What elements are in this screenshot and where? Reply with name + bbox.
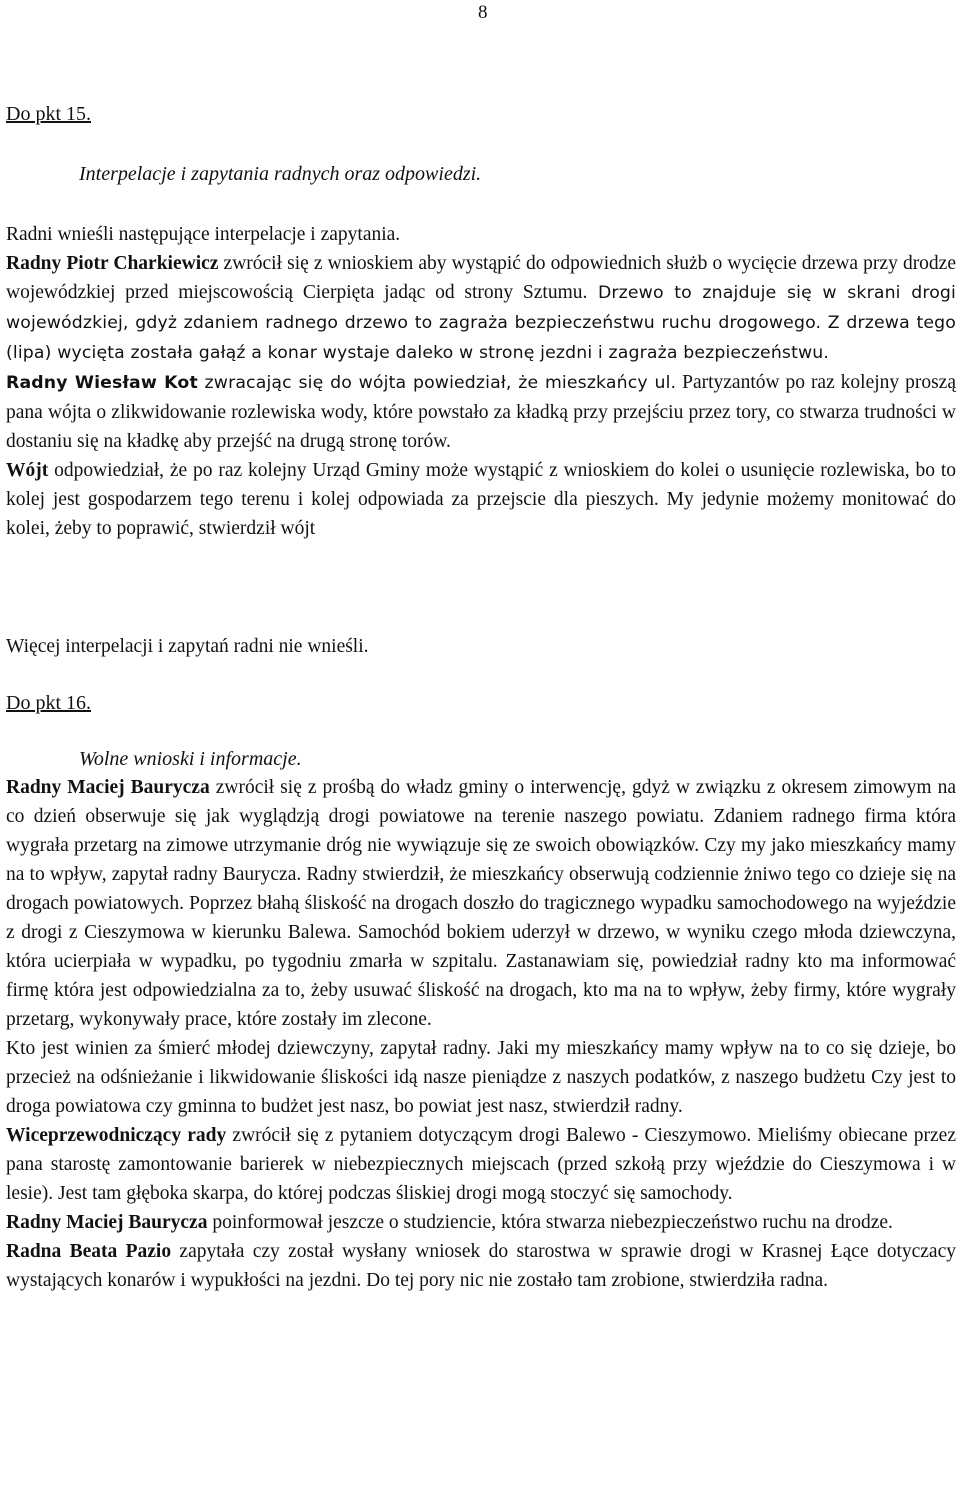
reply-wojt <box>6 456 956 543</box>
speaker-name: Radna Beata Pazio <box>6 1241 172 1262</box>
section-15-body <box>6 220 956 543</box>
paragraph-text: zapytała czy został wysłany wniosek do starostwa w sprawie drogi w Krasnej Łące dotyczacy wystających konarów i wypukłości na jezdni. Do tej pory nic nie zostało tam zrobione, stwierdziła radna. <box>6 1241 956 1291</box>
motion-baurycza-2 <box>6 1208 956 1237</box>
speaker-name: Wójt <box>6 460 49 481</box>
paragraph-text: zwrócił się z prośbą do władz gminy o interwencję, gdyż w związku z okresem zimowym na co dzień obserwuje się jak wyglądzją drogi powiatowe na terenie naszego powiatu. Zdaniem radnego firma która wygrała przetarg na zimowe utrzymanie dróg nie wywiązuje się ze swoich obowiązków. Czy my jako mieszkańcy mamy na to wpływ, zapytał radny Baurycza. Radny stwierdził, że mieszkańcy obserwują codziennie żniwo tego co dzieje się na drogach powiatowych. Poprzez błahą śliskość na drogach doszło do tragicznego wypadku samochodowego na wyjeździe z drogi z Cieszymowa w kierunku Balewa. Samochód bokiem uderzył w drzewo, w wyniku czego młoda dziewczyna, która ucierpiała w wypadku, po tygodniu zmarła w szpitalu. Zastanawiam się, powiedział radny kto ma informować firmę która jest odpowiedzialna za to, żeby usuwać śliskość na drogach, kto ma na to wpływ, żeby firmy, które wygrały przetarg, wykonywały prace, które zostały im zlecone. <box>6 777 956 1030</box>
motion-continuation <box>6 1034 956 1121</box>
speaker-name: Wiceprzewodniczący rady <box>6 1125 227 1146</box>
paragraph-text: zwrócił się z pytaniem dotyczącym drogi Balewo - Cieszymowo. Mieliśmy obiecane przez pana starostę zamontowanie barierek w niebezpiecznych miejscach (przed szkołą przy wjeździe do Cieszymowa i w lesie). Jest tam głęboka skarpa, do której podczas śliskiej drogi mogą stoczyć się samochody. <box>6 1125 956 1204</box>
motion-pazio <box>6 1237 956 1295</box>
paragraph-text: Z drzewa tego (lipa) wycięta została gałąź a konar wystaje daleko w stronę jezdni i zagraża bezpieczeństwu. <box>6 313 956 363</box>
section-heading-16: Do pkt 16. <box>6 692 91 714</box>
section-subtitle-16: Wolne wnioski i informacje. <box>79 748 302 770</box>
paragraph-text: Drzewo to znajduje się w skrani drogi wojewódzkiej, gdyż zdaniem radnego drzewo to zagraża bezpieczeństwu ruchu drogowego. <box>6 283 956 333</box>
paragraph-text: odpowiedział, że po raz kolejny Urząd Gminy może wystąpić z wnioskiem do kolei o usunięcie rozlewiska, bo to kolej jest gospodarzem tego terenu i kolej odpowiada za przejscie dla pieszych. My jedynie możemy monitować do kolei, żeby to poprawić, stwierdził wójt <box>6 460 956 539</box>
interpellation-charkiewicz <box>6 249 956 368</box>
paragraph-text: zwracając się do wójta powiedział, że mieszkańcy ul. <box>197 373 677 393</box>
motion-vice-chairman <box>6 1121 956 1208</box>
speaker-name: Radny Piotr Charkiewicz <box>6 253 219 274</box>
speaker-name: Radny Wiesław Kot <box>6 373 198 393</box>
speaker-name: Radny Maciej Baurycza <box>6 1212 208 1233</box>
closing-statement-15: Więcej interpelacji i zapytań radni nie wnieśli. <box>6 636 369 657</box>
page-number: 8 <box>478 2 488 23</box>
paragraph-text: Kto jest winien za śmierć młodej dziewczyny, zapytał radny. Jaki my mieszkańcy mamy wpływ na to co się dzieje, bo przecież na odśnieżanie i likwidowanie śliskości idą nasze pieniądze z naszych podatków, z naszego budżetu Czy jest to droga powiatowa czy gminna to budżet jest nasz, bo powiat jest nasz, stwierdził radny. <box>6 1038 956 1117</box>
interpellation-kot <box>6 368 956 456</box>
paragraph-text: poinformował jeszcze o studziencie, która stwarza niebezpieczeństwo ruchu na drodze. <box>207 1212 893 1233</box>
speaker-name: Radny Maciej Baurycza <box>6 777 210 798</box>
motion-baurycza <box>6 773 956 1034</box>
paragraph-text: zwrócił się z wnioskiem aby wystąpić do odpowiednich służb o wycięcie drzewa przy drodze wojewódzkiej przed miejscowością Cierpięta jadąc od strony Sztumu. <box>6 253 956 303</box>
intro-paragraph: Radni wnieśli następujące interpelacje i zapytania. <box>6 224 401 245</box>
section-subtitle-15: Interpelacje i zapytania radnych oraz odpowiedzi. <box>79 163 482 185</box>
paragraph-text: Partyzantów po raz kolejny proszą pana wójta o zlikwidowanie rozlewiska wody, które powstało za kładką przy przejściu przez tory, co stwarza trudności w dostaniu się na kładkę aby przejść na drugą stronę torów. <box>6 372 956 452</box>
section-heading-15: Do pkt 15. <box>6 103 91 125</box>
section-16-body <box>6 773 956 1295</box>
